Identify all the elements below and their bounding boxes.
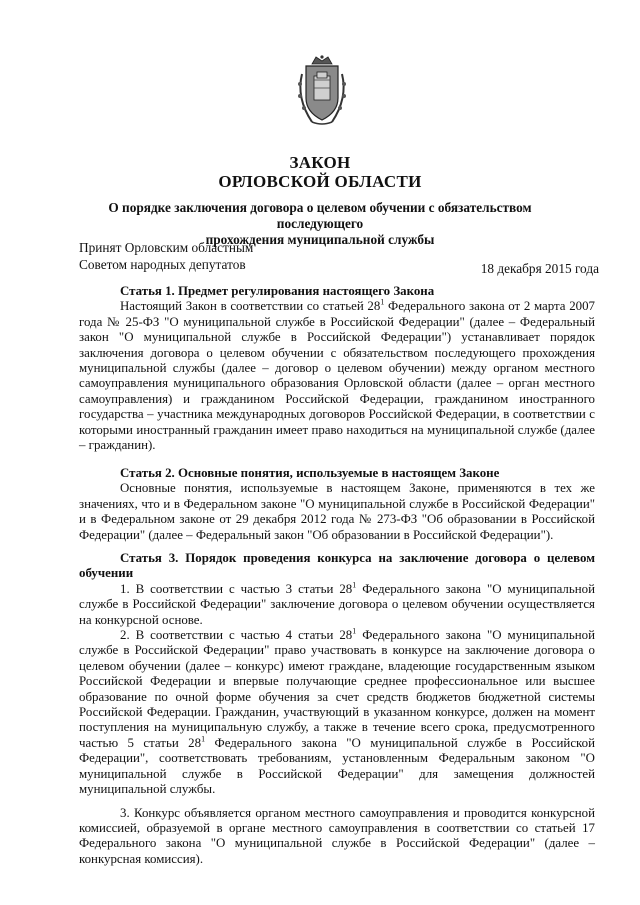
article-3-paragraph-2: 2. В соответствии с частью 4 статьи $28^1$ Федерального закона "О муниципальной службе в Российской Федерации" право участвовать в конкурсе на заключение договора о целевом обучении (далее – конкурс) имеют граждане, владеющие государственным языком Российской Федерации и впервые получающие среднее профессиональное или высшее образование по очной форме обучения за счет средств бюджетов бюджетной системы Российской Федерации. Гражданин, участвующий в указанном конкурсе, должен на момент поступления на муниципальную службу, а также в течение всего срока, предусмотренного частью 5 статьи $28^1$ Федерального закона "О муниципальной службе в Российской Федерации", соответствовать требованиям, установленным Федеральным законом "О муниципальной службе в Российской Федерации" для замещения должностей муниципальной службы. (79, 626, 595, 797)
subtitle-line-2: прохождения муниципальной службы (205, 232, 435, 247)
oryol-coat-of-arms-icon (294, 54, 350, 128)
article-3-paragraph-3: 3. Конкурс объявляется органом местного самоуправления и проводится конкурсной комиссией, образуемой в органе местного самоуправления в соответствии со статьей 17 Федерального закона "О муниципальной службе в Российской Федерации" (далее – конкурсная комиссия). (79, 805, 595, 866)
region-heading: ОРЛОВСКОЙ ОБЛАСТИ (218, 172, 422, 191)
article-1 (79, 284, 595, 453)
law-heading: ЗАКОН (289, 153, 351, 172)
article-2 (79, 466, 595, 543)
article-3-title: Статья 3. Порядок проведения конкурса на заключение договора о целевом обучении (79, 551, 595, 581)
article-1-title: Статья 1. Предмет регулирования настоящего Закона (120, 284, 435, 298)
adopted-line-1: Принят Орловским областным (79, 240, 254, 255)
article-3 (79, 551, 595, 867)
adoption-date: 18 декабря 2015 года (480, 261, 599, 276)
subtitle-line-1: О порядке заключения договора о целевом обучении с обязательством последующего (108, 200, 532, 231)
adopted-by (79, 239, 253, 273)
article-2-title: Статья 2. Основные понятия, используемые в настоящем Законе (120, 466, 500, 480)
adopted-line-2: Советом народных депутатов (79, 257, 246, 272)
article-1-text: Настоящий Закон в соответствии со статьей $28^1$ Федерального закона от 2 марта 2007 года № 25-ФЗ "О муниципальной службе в Российской Федерации" (далее – Федеральный закон "О муниципальной службе в Российской Федерации") устанавливает порядок заключения договора о целевом обучении с обязательством последующего прохождения муниципальной службы (далее – договор о целевом обучении) между органом местного самоуправления муниципального образования Орловской области (далее – орган местного самоуправления) и гражданином Российской Федерации, гражданином иностранного государства – участника международных договоров Российской Федерации, в соответствии с которыми иностранный гражданин имеет право находиться на муниципальной службе (далее – гражданин). (79, 298, 595, 453)
article-3-paragraph-1: 1. В соответствии с частью 3 статьи $28^1$ Федерального закона "О муниципальной службе в Российской Федерации" заключение договора о целевом обучении осуществляется на конкурсной основе. (79, 580, 595, 627)
article-2-text: Основные понятия, используемые в настоящем Законе, применяются в тех же значениях, что и в Федеральном законе "О муниципальной службе в Российской Федерации" и в Федеральном законе от 29 декабря 2012 года № 273-ФЗ "Об образовании в Российской Федерации" (далее – Федеральный закон "Об образовании в Российской Федерации"). (79, 481, 595, 542)
